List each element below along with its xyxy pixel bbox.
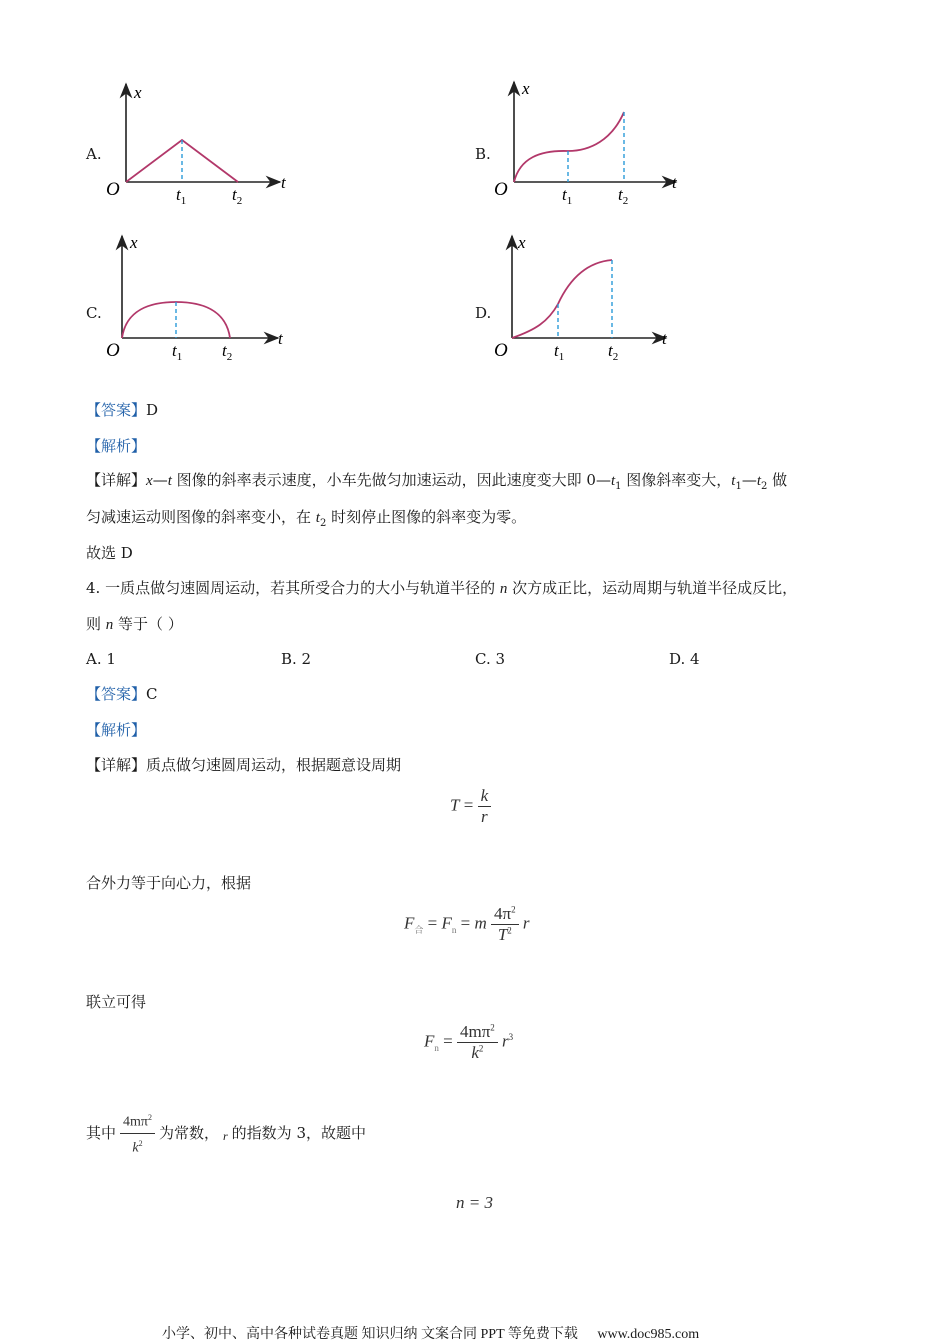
q4-text2: 合外力等于向心力，根据	[86, 874, 252, 892]
y-label: x	[522, 79, 530, 98]
q3-detail-line2	[86, 507, 526, 534]
var-t2: t	[756, 473, 761, 489]
graph-d	[490, 230, 690, 365]
denominator: r	[481, 807, 488, 826]
dash: —	[741, 471, 757, 489]
x-label: t	[662, 329, 667, 348]
q3-answer-line	[86, 400, 158, 420]
sup: 2	[478, 1043, 484, 1054]
sub-n: n	[434, 1042, 439, 1053]
fraction	[457, 1022, 498, 1063]
den-text: T	[497, 925, 508, 944]
analysis-tag: 【解析】	[86, 437, 147, 455]
num-text: 4mπ	[123, 1114, 148, 1130]
t2-label: $t_2$	[222, 341, 233, 363]
sup: 3	[508, 1031, 514, 1042]
x-label: t	[672, 173, 677, 192]
var-T: T	[450, 795, 460, 815]
answer-tag: 【答案】	[86, 685, 147, 703]
var-t1: t	[610, 473, 616, 489]
sub-1: 1	[615, 481, 622, 492]
var-r: r	[223, 1129, 228, 1143]
footer-text	[162, 1323, 699, 1343]
option-c-label: C.	[86, 304, 102, 322]
analysis-tag: 【解析】	[86, 721, 147, 739]
text: 的指数为 3，故题中	[231, 1124, 366, 1142]
denominator	[457, 1043, 498, 1063]
num-text: 4π	[494, 904, 512, 923]
q4-text3: 联立可得	[86, 993, 147, 1011]
option-d-label: D.	[475, 304, 492, 322]
origin-label: O	[494, 179, 508, 200]
sub-n: n	[451, 924, 457, 935]
var-F: F	[424, 1031, 435, 1051]
origin-label: O	[106, 340, 120, 361]
t2-label: $t_2$	[232, 185, 243, 207]
sub-2: 2	[319, 518, 327, 529]
numerator: k	[478, 786, 492, 807]
equation-force	[404, 904, 529, 945]
t1-label: $t_1$	[562, 185, 573, 207]
option-b-label: B.	[475, 145, 491, 163]
sub-1: 1	[735, 481, 742, 492]
q4-stem-line1	[86, 578, 797, 599]
num-text: 4mπ	[459, 1022, 491, 1041]
stem-text: 等于（ ）	[113, 615, 183, 633]
sup: 2	[507, 925, 512, 936]
t1-label: $t_1$	[176, 185, 187, 207]
equals: =	[443, 1031, 453, 1051]
sub-2: 2	[761, 481, 768, 492]
equals: =	[463, 795, 474, 815]
q4-detail-line	[86, 755, 401, 775]
var-x: x	[146, 473, 153, 489]
stem-text: 则	[86, 615, 106, 633]
t2-label: $t_2$	[618, 185, 629, 207]
denominator	[120, 1134, 155, 1159]
sup: 2	[138, 1138, 143, 1148]
detail-text: 图像的斜率表示速度，小车先做匀加速运动，因此速度变大即 0—	[171, 471, 611, 489]
graph-b	[490, 78, 690, 208]
equation-period	[450, 786, 491, 827]
numerator	[457, 1022, 498, 1043]
q4-text4	[86, 1108, 366, 1158]
fraction	[478, 786, 492, 827]
t1-label: $t_1$	[554, 341, 565, 363]
detail-text: 质点做匀速圆周运动，根据题意设周期	[146, 756, 402, 774]
numerator	[491, 904, 519, 925]
graph-c	[100, 230, 300, 365]
var-F: F	[404, 913, 415, 933]
t2-label: $t_2$	[608, 341, 619, 363]
sup: 2	[490, 1022, 495, 1033]
equation-result	[424, 1022, 513, 1063]
q4-option-c: C. 3	[475, 650, 506, 668]
var-t: t	[167, 473, 172, 489]
fraction	[120, 1108, 155, 1158]
origin-label: O	[494, 340, 508, 361]
q3-detail-line1	[86, 470, 787, 497]
den-text: k	[471, 1043, 479, 1062]
q4-analysis-line	[86, 720, 146, 740]
q4-option-d: D. 4	[669, 650, 700, 668]
sup: 2	[147, 1112, 152, 1122]
footer-caption: 小学、初中、高中各种试卷真题 知识归纳 文案合同 PPT 等免费下载	[162, 1327, 578, 1342]
q4-answer-line	[86, 684, 158, 704]
q4-option-a: A. 1	[86, 650, 116, 668]
q4-option-b: B. 2	[281, 650, 312, 668]
sup: 2	[511, 904, 516, 915]
text: 其中	[86, 1124, 117, 1142]
detail-tag: 【详解】	[86, 471, 147, 489]
detail-text: 做	[767, 471, 788, 489]
den-text: k	[132, 1140, 139, 1156]
curve-b	[514, 112, 624, 182]
numerator	[120, 1108, 155, 1134]
q4-stem-line2	[86, 614, 183, 635]
option-a-label: A.	[86, 145, 102, 163]
curve-d	[512, 260, 612, 338]
equals: =	[460, 913, 471, 933]
equals: =	[427, 913, 438, 933]
var-F: F	[441, 913, 452, 933]
stem-text: 次方成正比，运动周期与轨道半径成反比，	[507, 579, 798, 597]
q3-conclusion: 故选 D	[86, 544, 133, 562]
var-m: m	[474, 913, 487, 933]
detail-text: 时刻停止图像的斜率变为零。	[326, 508, 527, 526]
stem-text: 4. 一质点做匀速圆周运动，若其所受合力的大小与轨道半径的	[86, 579, 500, 597]
var-r: r	[502, 1031, 509, 1051]
dash: —	[152, 471, 168, 489]
t1-label: $t_1$	[172, 341, 183, 363]
detail-text: 图像斜率变大，	[621, 471, 732, 489]
equation-n: n = 3	[456, 1193, 493, 1212]
detail-text: 匀减速运动则图像的斜率变小，在	[86, 508, 316, 526]
denominator	[491, 925, 519, 945]
x-label: t	[281, 173, 286, 192]
y-label: x	[134, 83, 142, 102]
answer-value: C	[146, 685, 158, 703]
var-n: n	[105, 617, 114, 633]
answer-tag: 【答案】	[86, 401, 147, 419]
y-label: x	[130, 233, 138, 252]
var-t2: t	[315, 510, 320, 526]
detail-tag: 【详解】	[86, 756, 147, 774]
origin-label: O	[106, 179, 120, 200]
sub-he: 合	[414, 924, 424, 935]
graph-a	[100, 78, 300, 208]
x-label: t	[278, 329, 283, 348]
var-n: n	[499, 581, 508, 597]
var-r: r	[522, 913, 530, 933]
var-t1: t	[731, 473, 736, 489]
fraction	[491, 904, 519, 945]
q3-analysis-line	[86, 436, 146, 456]
text: 为常数，	[158, 1124, 219, 1142]
answer-value: D	[146, 401, 159, 419]
y-label: x	[518, 233, 526, 252]
footer-url[interactable]: www.doc985.com	[597, 1327, 700, 1342]
